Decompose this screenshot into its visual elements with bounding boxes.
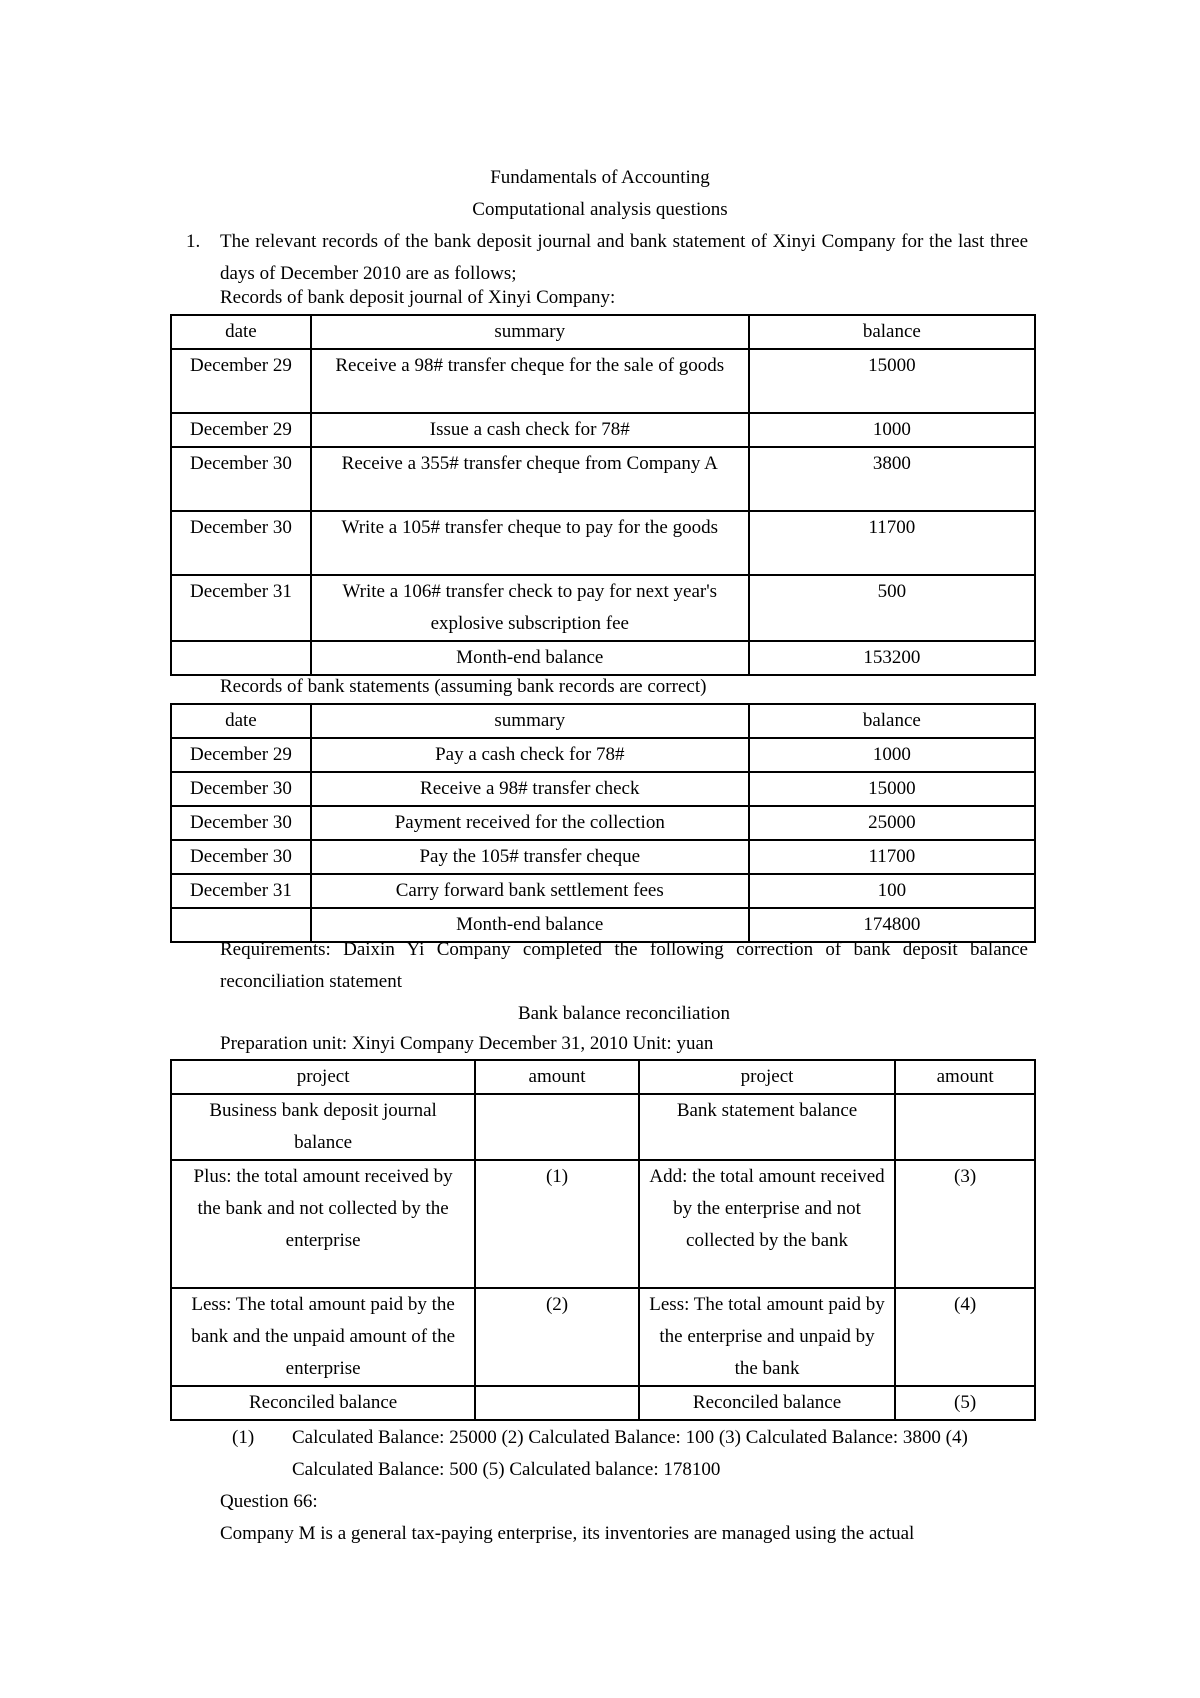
journal-date [171, 641, 311, 675]
journal-summary: Write a 105# transfer cheque to pay for the goods [311, 511, 749, 575]
journal-balance: 11700 [749, 511, 1035, 575]
statement-summary: Pay a cash check for 78# [311, 738, 749, 772]
table-row [171, 738, 1035, 772]
recon-header-row [171, 1060, 1035, 1094]
recon-project-right: Bank statement balance [639, 1094, 895, 1160]
journal-summary: Write a 106# transfer check to pay for next year's explosive subscription fee [311, 575, 749, 641]
statement-date: December 30 [171, 772, 311, 806]
journal-balance: 3800 [749, 447, 1035, 511]
recon-amount-left [475, 1094, 639, 1160]
recon-amount-right: (3) [895, 1160, 1035, 1288]
journal-summary: Issue a cash check for 78# [311, 413, 749, 447]
journal-heading: Records of bank deposit journal of Xinyi Company: [220, 287, 616, 308]
table-row [171, 840, 1035, 874]
recon-project-left: Less: The total amount paid by the bank and the unpaid amount of the enterprise [171, 1288, 475, 1386]
recon-amount-right [895, 1094, 1035, 1160]
journal-summary: Month-end balance [311, 641, 749, 675]
statement-header-row [171, 704, 1035, 738]
table-row [171, 349, 1035, 413]
statement-header-cell: date [171, 704, 311, 738]
preparation-unit: Preparation unit: Xinyi Company December 31, 2010 Unit: yuan [220, 1033, 714, 1054]
reconciliation-title: Bank balance reconciliation [517, 1003, 731, 1024]
journal-summary: Receive a 98# transfer cheque for the sale of goods [311, 349, 749, 413]
journal-date: December 30 [171, 511, 311, 575]
statement-header-cell: summary [311, 704, 749, 738]
table-row [171, 1160, 1035, 1288]
recon-amount-left: (2) [475, 1288, 639, 1386]
journal-header-row [171, 315, 1035, 349]
table-row [171, 1094, 1035, 1160]
statement-header-cell: balance [749, 704, 1035, 738]
journal-summary: Receive a 355# transfer cheque from Company A [311, 447, 749, 511]
statement-table [170, 703, 1036, 943]
journal-table [170, 314, 1036, 676]
statement-balance: 25000 [749, 806, 1035, 840]
statement-balance: 11700 [749, 840, 1035, 874]
recon-project-left: Plus: the total amount received by the bank and not collected by the enterprise [171, 1160, 475, 1288]
statement-date: December 29 [171, 738, 311, 772]
table-row [171, 1386, 1035, 1420]
requirements-text: Requirements: Daixin Yi Company completed the following correction of bank deposit balance reconciliation statement [220, 939, 1028, 992]
recon-header-cell: project [639, 1060, 895, 1094]
journal-balance: 500 [749, 575, 1035, 641]
recon-header-cell: project [171, 1060, 475, 1094]
table-row [171, 413, 1035, 447]
statement-summary: Pay the 105# transfer cheque [311, 840, 749, 874]
question-1-number: 1. [186, 231, 201, 252]
statement-date: December 30 [171, 806, 311, 840]
table-row [171, 874, 1035, 908]
table-row [171, 1288, 1035, 1386]
table-row [171, 447, 1035, 511]
journal-header-cell: date [171, 315, 311, 349]
statement-balance: 1000 [749, 738, 1035, 772]
answers-number: (1) [232, 1427, 255, 1448]
recon-amount-left: (1) [475, 1160, 639, 1288]
answers-block [232, 1422, 1028, 1486]
answers-text: Calculated Balance: 25000 (2) Calculated Balance: 100 (3) Calculated Balance: 3800 (4) Calculated Balance: 500 (5) Calculated balance: 178100 [292, 1427, 968, 1480]
recon-project-right: Add: the total amount received by the enterprise and not collected by the bank [639, 1160, 895, 1288]
recon-amount-right: (4) [895, 1288, 1035, 1386]
recon-project-right: Reconciled balance [639, 1386, 895, 1420]
table-row [171, 772, 1035, 806]
question-66-label: Question 66: [220, 1491, 318, 1512]
reconciliation-table [170, 1059, 1036, 1421]
recon-header-cell: amount [475, 1060, 639, 1094]
journal-balance: 1000 [749, 413, 1035, 447]
journal-date: December 30 [171, 447, 311, 511]
journal-balance: 153200 [749, 641, 1035, 675]
recon-project-left: Business bank deposit journal balance [171, 1094, 475, 1160]
statement-date: December 31 [171, 874, 311, 908]
statement-date: December 30 [171, 840, 311, 874]
table-row [171, 806, 1035, 840]
statement-balance: 174800 [749, 908, 1035, 942]
journal-date: December 29 [171, 413, 311, 447]
statement-balance: 100 [749, 874, 1035, 908]
journal-balance: 15000 [749, 349, 1035, 413]
journal-date: December 29 [171, 349, 311, 413]
recon-amount-right: (5) [895, 1386, 1035, 1420]
journal-date: December 31 [171, 575, 311, 641]
recon-project-right: Less: The total amount paid by the enterprise and unpaid by the bank [639, 1288, 895, 1386]
question-1 [186, 226, 1028, 290]
recon-header-cell: amount [895, 1060, 1035, 1094]
table-row [171, 641, 1035, 675]
statement-summary: Payment received for the collection [311, 806, 749, 840]
recon-project-left: Reconciled balance [171, 1386, 475, 1420]
recon-amount-left [475, 1386, 639, 1420]
table-row [171, 511, 1035, 575]
document-subtitle: Computational analysis questions [472, 199, 728, 220]
journal-header-cell: balance [749, 315, 1035, 349]
statement-summary: Receive a 98# transfer check [311, 772, 749, 806]
statement-balance: 15000 [749, 772, 1035, 806]
statement-summary: Carry forward bank settlement fees [311, 874, 749, 908]
question-66-text: Company M is a general tax-paying enterprise, its inventories are managed using the actual [220, 1523, 915, 1544]
question-1-text: The relevant records of the bank deposit journal and bank statement of Xinyi Company for the last three days of December 2010 are as follows; [220, 231, 1028, 284]
statement-heading: Records of bank statements (assuming bank records are correct) [220, 676, 707, 697]
table-row [171, 575, 1035, 641]
statement-summary: Month-end balance [311, 908, 749, 942]
document-title: Fundamentals of Accounting [490, 167, 710, 188]
journal-header-cell: summary [311, 315, 749, 349]
